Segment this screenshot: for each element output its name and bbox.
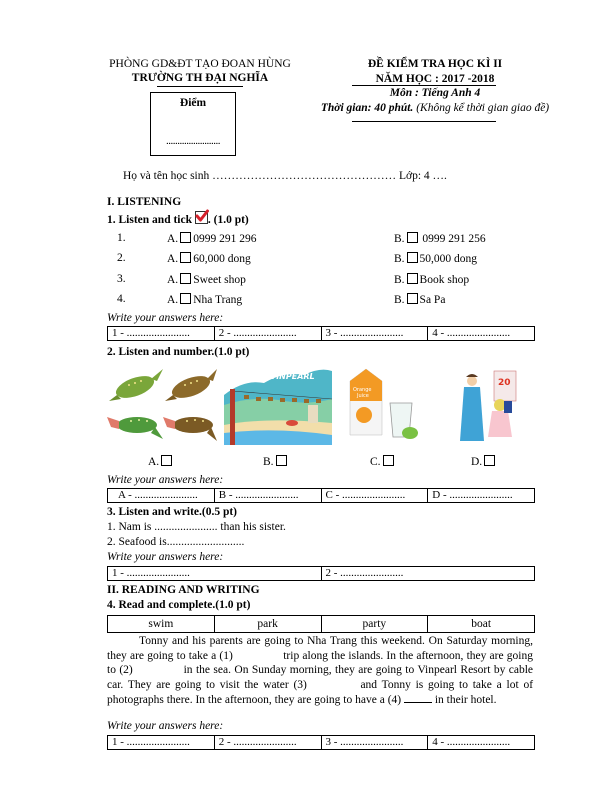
word-bank-item: boat	[428, 616, 535, 633]
svg-text:20: 20	[498, 378, 511, 388]
section-reading-writing-title: II. READING AND WRITING	[107, 584, 260, 596]
option-3a[interactable]: A. Sweet shop	[167, 274, 246, 286]
checkbox-icon[interactable]	[161, 455, 172, 466]
header-left	[90, 57, 310, 85]
word-bank-item: park	[214, 616, 321, 633]
school-name: TRƯỜNG TH ĐẠI NGHĨA	[131, 72, 269, 84]
part1-answer-table	[107, 326, 535, 341]
score-field[interactable]: ........................	[166, 135, 220, 147]
word-bank-item: swim	[108, 616, 215, 633]
orange-juice-picture	[342, 365, 422, 445]
red-checkmark-icon	[195, 211, 208, 224]
answer-cell[interactable]: 1 - .......................	[108, 567, 322, 581]
department-name: PHÒNG GD&ĐT TẠO ĐOAN HÙNG	[109, 58, 291, 70]
checkbox-icon[interactable]	[407, 273, 418, 284]
time-note: (Không kể thời gian giao đề)	[413, 101, 550, 114]
answer-cell[interactable]: D - .......................	[428, 489, 535, 503]
checkbox-icon[interactable]	[180, 232, 191, 243]
time-limit: Thời gian: 40 phút.	[320, 101, 414, 114]
option-4a[interactable]: A. Nha Trang	[167, 294, 243, 306]
checkbox-icon[interactable]	[484, 455, 495, 466]
svg-text:Juice: Juice	[357, 393, 369, 399]
answer-cell[interactable]: C - .......................	[321, 489, 428, 503]
item-number: 3.	[117, 273, 126, 285]
option-3b[interactable]: B. Book shop	[394, 274, 470, 286]
section-listening-title: I. LISTENING	[107, 196, 182, 208]
svg-text:VINPEARL: VINPEARL	[270, 372, 315, 381]
part3-line-2: 2. Seafood is...........................	[107, 536, 245, 548]
crocodiles-picture	[107, 365, 219, 445]
reading-passage: Tonny and his parents are going to Nha Trang this weekend. On Saturday morning, they are going to take a (1) trip along the islands. In the afternoon, they are going to (2) in the sea. On Sunday morning, they are going to Vinpearl Resort by cable car. They are going to visit the water (3) and Tonny is going to take a lot of photographs there. In the afternoon, they are going to have a (4) in their hotel.	[107, 635, 534, 706]
school-year: NĂM HỌC : 2017 -2018	[375, 72, 495, 85]
answer-cell[interactable]: 2 - .......................	[321, 567, 535, 581]
vinpearl-cable-car-picture	[224, 365, 332, 445]
checkbox-icon[interactable]	[407, 232, 418, 243]
year-underline	[352, 85, 496, 86]
item-number: 2.	[117, 252, 126, 264]
part4-title: 4. Read and complete.(1.0 pt)	[107, 599, 251, 611]
part1-title: 1. Listen and tick . (1.0 pt)	[107, 211, 249, 226]
school-underline	[157, 86, 243, 87]
time-line	[300, 101, 570, 116]
subject: Môn : Tiếng Anh 4	[389, 87, 481, 99]
time-underline	[352, 121, 496, 122]
part3-answer-table	[107, 566, 535, 581]
picture-b-option[interactable]: B.	[263, 455, 289, 468]
answer-cell[interactable]: 1 - .......................	[108, 736, 215, 750]
write-answers-label: Write your answers here:	[107, 720, 224, 732]
score-label: Điểm	[179, 97, 207, 109]
svg-text:Orange: Orange	[353, 387, 372, 393]
item-number: 4.	[117, 293, 126, 305]
answer-cell[interactable]: 1 - .......................	[108, 327, 215, 341]
score-box	[150, 92, 236, 156]
answer-cell[interactable]: B - .......................	[214, 489, 321, 503]
answer-cell[interactable]: 3 - .......................	[321, 736, 428, 750]
option-2b[interactable]: B. 50,000 dong	[394, 253, 478, 265]
checkbox-icon[interactable]	[383, 455, 394, 466]
picture-c-option[interactable]: C.	[370, 455, 396, 468]
part4-answer-table	[107, 735, 535, 750]
exam-title: ĐỀ KIỂM TRA HỌC KÌ II	[367, 58, 503, 70]
option-4b[interactable]: B. Sa Pa	[394, 294, 446, 306]
part3-line-1: 1. Nam is ...................... than his sister.	[107, 521, 286, 533]
checkbox-icon[interactable]	[180, 273, 191, 284]
word-bank-table	[107, 615, 535, 633]
header-right	[300, 57, 570, 115]
part2-answer-table	[107, 488, 535, 503]
word-bank-item: party	[321, 616, 428, 633]
option-2a[interactable]: A. 60,000 dong	[167, 253, 251, 265]
option-1b[interactable]: B. 0999 291 256	[394, 233, 486, 245]
answer-cell[interactable]: 4 - .......................	[428, 327, 535, 341]
answer-cell[interactable]: A - .......................	[108, 489, 215, 503]
part2-title: 2. Listen and number.(1.0 pt)	[107, 346, 250, 358]
checkbox-icon[interactable]	[180, 252, 191, 263]
write-answers-label: Write your answers here:	[107, 474, 224, 486]
crocodile-icon	[109, 369, 163, 402]
part3-title: 3. Listen and write.(0.5 pt)	[107, 506, 238, 518]
option-1a[interactable]: A. 0999 291 296	[167, 233, 257, 245]
picture-row	[107, 365, 537, 445]
answer-cell[interactable]: 2 - .......................	[214, 736, 321, 750]
checkbox-icon[interactable]	[180, 293, 191, 304]
student-name-field[interactable]: Họ và tên học sinh ………………………………………… Lớp: 4 ….	[123, 170, 447, 182]
checkbox-icon[interactable]	[407, 293, 418, 304]
write-answers-label: Write your answers here:	[107, 312, 224, 324]
write-answers-label: Write your answers here:	[107, 551, 224, 563]
item-number: 1.	[117, 232, 126, 244]
answer-cell[interactable]: 2 - .......................	[214, 327, 321, 341]
answer-cell[interactable]: 3 - .......................	[321, 327, 428, 341]
checkbox-icon[interactable]	[407, 252, 418, 263]
checkbox-icon[interactable]	[276, 455, 287, 466]
answer-cell[interactable]: 4 - .......................	[428, 736, 535, 750]
blank-4	[404, 692, 432, 703]
teacher-student-picture	[442, 365, 532, 445]
picture-d-option[interactable]: D.	[471, 455, 497, 468]
picture-a-option[interactable]: A.	[148, 455, 174, 468]
